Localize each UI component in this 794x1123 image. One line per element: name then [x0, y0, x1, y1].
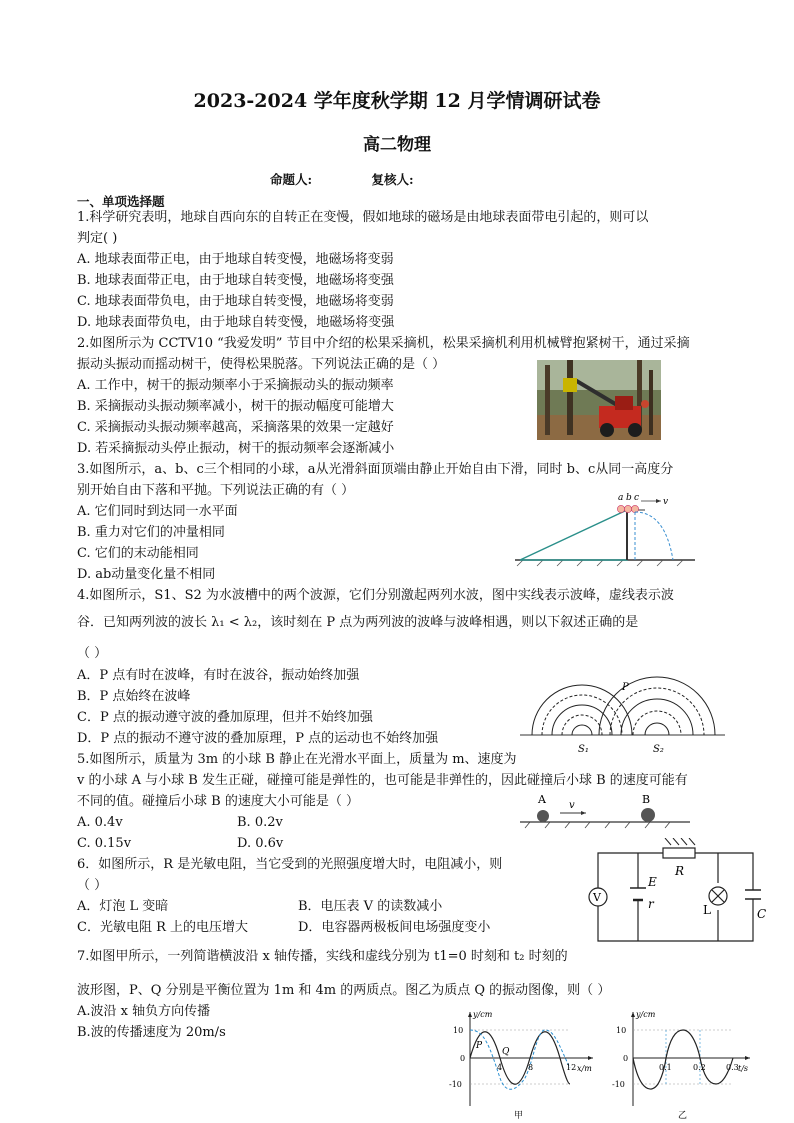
- q5-stem-line3: 不同的值。碰撞后小球 B 的速度大小可能是（ ）: [77, 794, 359, 809]
- q3-option-c: C. 它们的末动能相同: [77, 546, 199, 561]
- q6-option-b: B．电压表 V 的读数减小: [298, 899, 443, 914]
- q5-option-c: C. 0.15v: [77, 836, 132, 851]
- label-internal-r: r: [648, 897, 654, 911]
- yi-xtick-02: 0.2: [693, 1063, 706, 1072]
- yi-caption: 乙: [678, 1111, 688, 1120]
- q7-stem-line2: 波形图，P、Q 分别是平衡位置为 1m 和 4m 的两质点。图乙为质点 Q 的振动图像，则（ ）: [77, 983, 611, 998]
- vibration-graph-yi: [608, 1008, 758, 1120]
- label-v: v: [663, 497, 669, 507]
- reviewer-label: 复核人:: [371, 172, 414, 187]
- q6-option-a: A．灯泡 L 变暗: [77, 899, 169, 914]
- yi-xlabel: t/s: [738, 1064, 749, 1073]
- q4-option-c: C．P 点的振动遵守波的叠加原理，但并不始终加强: [77, 710, 373, 725]
- yi-ytick-0: 0: [623, 1054, 629, 1063]
- q4-stem-line3: （ ）: [77, 646, 108, 661]
- label-photoresistor: R: [675, 864, 685, 878]
- label-c: c: [634, 493, 640, 503]
- q3-option-b: B. 重力对它们的冲量相同: [77, 525, 225, 540]
- q7-stem-line1: 7.如图甲所示，一列简谐横波沿 x 轴传播，实线和虚线分别为 t1=0 时刻和 t₂ 时刻的: [77, 949, 568, 964]
- label-ball-b: B: [642, 793, 651, 806]
- label-emf: E: [648, 875, 657, 889]
- q2-stem-line2: 振动头振动而摇动树干，使得松果脱落。下列说法正确的是（ ）: [77, 357, 446, 372]
- q6-stem-line1: 6．如图所示，R 是光敏电阻，当它受到的光照强度增大时，电阻减小，则: [77, 857, 503, 872]
- q4-stem-line1: 4.如图所示，S1、S2 为水波槽中的两个波源，它们分别激起两列水波，图中实线表示波峰，虚线表示波: [77, 588, 674, 603]
- section-heading: 一、单项选择题: [77, 194, 165, 209]
- authors-line: [270, 170, 414, 188]
- wave-graph-jia: [445, 1008, 605, 1120]
- label-ball-a: A: [538, 793, 546, 806]
- jia-ytick-0: 0: [460, 1054, 466, 1063]
- pine-cone-harvester-photo: [537, 360, 661, 440]
- q5-stem-line1: 5.如图所示，质量为 3m 的小球 B 静止在光滑水平面上，质量为 m、速度为: [77, 752, 517, 767]
- exam-subtitle: 高二物理: [363, 135, 431, 155]
- q7-option-b: B.波的传播速度为 20m/s: [77, 1025, 226, 1040]
- jia-ytick-10: 10: [453, 1026, 464, 1035]
- q2-option-c: C. 采摘振动头振动频率越高，采摘落果的效果一定越好: [77, 420, 394, 435]
- q4-option-d: D．P 点的振动不遵守波的叠加原理，P 点的运动也不始终加强: [77, 731, 439, 746]
- q7-option-a: A.波沿 x 轴负方向传播: [77, 1004, 211, 1019]
- q2-option-b: B. 采摘振动头振动频率减小，树干的振动幅度可能增大: [77, 399, 394, 414]
- q3-stem-line1: 3.如图所示，a、b、c三个相同的小球，a从光滑斜面顶端由静止开始自由下滑，同时 b、c从同一高度分: [77, 462, 674, 477]
- q5-option-a: A. 0.4v: [77, 815, 123, 830]
- q2-option-a: A. 工作中，树干的振动频率小于采摘振动头的振动频率: [77, 378, 394, 393]
- q3-option-a: A. 它们同时到达同一水平面: [77, 504, 238, 519]
- q1-stem-line2: 判定( ): [77, 231, 118, 246]
- label-point-q: Q: [502, 1047, 510, 1057]
- label-point-p: P: [476, 1041, 483, 1051]
- jia-caption: 甲: [514, 1111, 524, 1120]
- jia-xtick-8: 8: [528, 1063, 534, 1072]
- jia-xlabel: x/m: [577, 1064, 592, 1073]
- jia-ytick-neg10: -10: [449, 1080, 462, 1089]
- q6-stem-line2: （ ）: [77, 878, 108, 893]
- label-voltmeter: V: [593, 891, 601, 904]
- q1-option-b: B. 地球表面带正电，由于地球自转变慢，地磁场将变强: [77, 273, 394, 288]
- q3-option-d: D. ab动量变化量不相同: [77, 567, 216, 582]
- q6-option-d: D．电容器两极板间电场强度变小: [298, 920, 491, 935]
- yi-ylabel: y/cm: [636, 1010, 656, 1019]
- label-p: P: [622, 682, 629, 693]
- q5-stem-line2: v 的小球 A 与小球 B 发生正碰，碰撞可能是弹性的，也可能是非弹性的，因此碰撞后小球 B 的速度可能有: [77, 773, 688, 788]
- q4-option-b: B．P 点始终在波峰: [77, 689, 191, 704]
- label-lamp: L: [703, 903, 711, 917]
- exam-title: 2023-2024 学年度秋学期 12 月学情调研试卷: [193, 90, 601, 112]
- q1-option-c: C. 地球表面带负电，由于地球自转变慢，地磁场将变弱: [77, 294, 394, 309]
- circuit-diagram: [583, 838, 773, 946]
- yi-ytick-neg10: -10: [612, 1080, 625, 1089]
- label-b: b: [626, 493, 632, 503]
- q6-option-c: C．光敏电阻 R 上的电压增大: [77, 920, 248, 935]
- q1-option-a: A. 地球表面带正电，由于地球自转变慢，地磁场将变弱: [77, 252, 394, 267]
- yi-xtick-03: 0.3: [726, 1063, 739, 1072]
- jia-xtick-12: 12: [566, 1063, 577, 1072]
- label-a: a: [618, 493, 624, 503]
- yi-ytick-10: 10: [616, 1026, 627, 1035]
- q2-stem-line1: 2.如图所示为 CCTV10 “我爱发明” 节目中介绍的松果采摘机，松果采摘机利用机械臂抱紧树干，通过采摘: [77, 336, 690, 351]
- q4-stem-line2: 谷．已知两列波的波长 λ₁ < λ₂，该时刻在 P 点为两列波的波峰与波峰相遇，则以下叙述正确的是: [77, 615, 639, 630]
- jia-ylabel: y/cm: [473, 1010, 493, 1019]
- collision-diagram: [520, 792, 690, 832]
- q1-stem-line1: 1.科学研究表明，地球自西向东的自转正在变慢，假如地球的磁场是由地球表面带电引起的，则可以: [77, 210, 649, 225]
- q4-option-a: A．P 点有时在波峰，有时在波谷，振动始终加强: [77, 668, 360, 683]
- q5-option-b: B. 0.2v: [237, 815, 283, 830]
- label-capacitor: C: [757, 907, 767, 921]
- yi-xtick-01: 0.1: [659, 1063, 672, 1072]
- incline-projectile-diagram: [515, 490, 695, 570]
- label-s1: S₁: [578, 744, 589, 755]
- q1-option-d: D. 地球表面带负电，由于地球自转变慢，地磁场将变强: [77, 315, 395, 330]
- label-velocity: v: [569, 800, 575, 811]
- label-s2: S₂: [653, 744, 664, 755]
- q2-option-d: D. 若采摘振动头停止振动，树干的振动频率会逐渐减小: [77, 441, 395, 456]
- q5-option-d: D. 0.6v: [237, 836, 284, 851]
- setter-label: 命题人:: [270, 172, 313, 187]
- wave-interference-diagram: [520, 675, 725, 760]
- q3-stem-line2: 别开始自由下落和平抛。下列说法正确的有（ ）: [77, 483, 355, 498]
- jia-xtick-4: 4: [497, 1063, 503, 1072]
